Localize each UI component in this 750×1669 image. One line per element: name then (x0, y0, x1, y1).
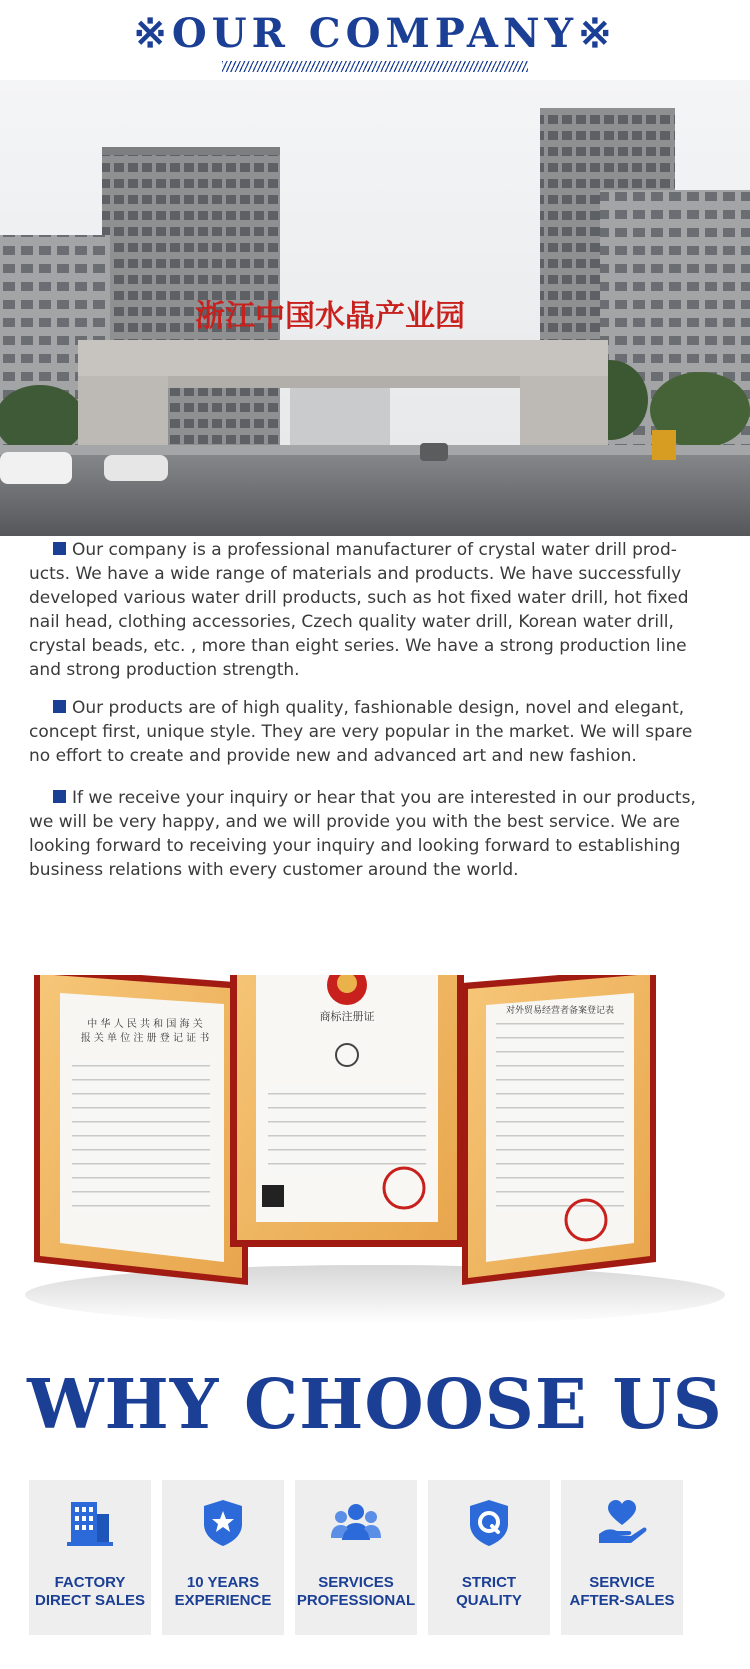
intro-paragraph-3 (29, 786, 709, 882)
foreign-trade-registration-form (462, 975, 656, 1285)
building-icon (65, 1498, 115, 1548)
cert-title: 中 华 人 民 共 和 国 海 关 (87, 1019, 203, 1030)
cert-title: 商标注册证 (319, 1010, 375, 1023)
team-icon (331, 1498, 381, 1548)
card-label: STRICT QUALITY (456, 1574, 522, 1609)
feature-card-services (295, 1480, 417, 1635)
bullet-square-icon (53, 790, 66, 803)
feature-card-factory-direct (29, 1480, 151, 1635)
shield-q-icon (464, 1498, 514, 1548)
why-choose-us-title: WHY CHOOSE US (27, 1365, 723, 1445)
bullet-square-icon (53, 700, 66, 713)
heart-hand-icon (597, 1498, 647, 1548)
customs-registration-certificate (34, 975, 248, 1285)
certificates-gallery (0, 975, 750, 1345)
trademark-registration-certificate (230, 975, 464, 1247)
intro-paragraph-1 (29, 538, 709, 682)
feature-card-experience (162, 1480, 284, 1635)
cert-title: 对外贸易经营者备案登记表 (505, 1006, 615, 1016)
paragraph-text: Our products are of high quality, fashionable design, novel and elegant, concept first, unique style. They are very popular in the market. We will spare no effort to create and provide new and advanced art and new fashion. (29, 698, 693, 766)
cert-subtitle: 报 关 单 位 注 册 登 记 证 书 (80, 1033, 210, 1044)
feature-card-quality (428, 1480, 550, 1635)
star-badge-icon (198, 1498, 248, 1548)
card-label: SERVICE AFTER-SALES (569, 1574, 675, 1609)
intro-paragraph-2 (29, 696, 709, 768)
section-header (0, 0, 750, 80)
card-label: SERVICES PROFESSIONAL (296, 1574, 416, 1609)
card-label: FACTORY DIRECT SALES (34, 1574, 145, 1609)
paragraph-text: Our company is a professional manufacturer of crystal water drill prod-ucts. We have a wide range of materials and products. We have successfully developed various water drill products, such as hot fixed water drill, hot fixed nail head, clothing accessories, Czech quality water drill, Korean water drill, crystal beads, etc. , more than eight series. We have a strong production line and strong production strength. (29, 540, 689, 680)
company-gate-photo (0, 80, 750, 536)
gate-sign: 浙江中国水晶产业园 (195, 299, 465, 334)
feature-card-after-sales (561, 1480, 683, 1635)
card-label: 10 YEARS EXPERIENCE (174, 1574, 272, 1609)
title-underline (222, 61, 528, 72)
bullet-square-icon (53, 542, 66, 555)
section-title: ※OUR COMPANY※ (133, 10, 617, 57)
paragraph-text: If we receive your inquiry or hear that you are interested in our products, we will be very happy, and we will provide you with the best service. We are looking forward to receiving your inquiry and looking forward to establishing business relations with every customer around the world. (29, 788, 696, 880)
